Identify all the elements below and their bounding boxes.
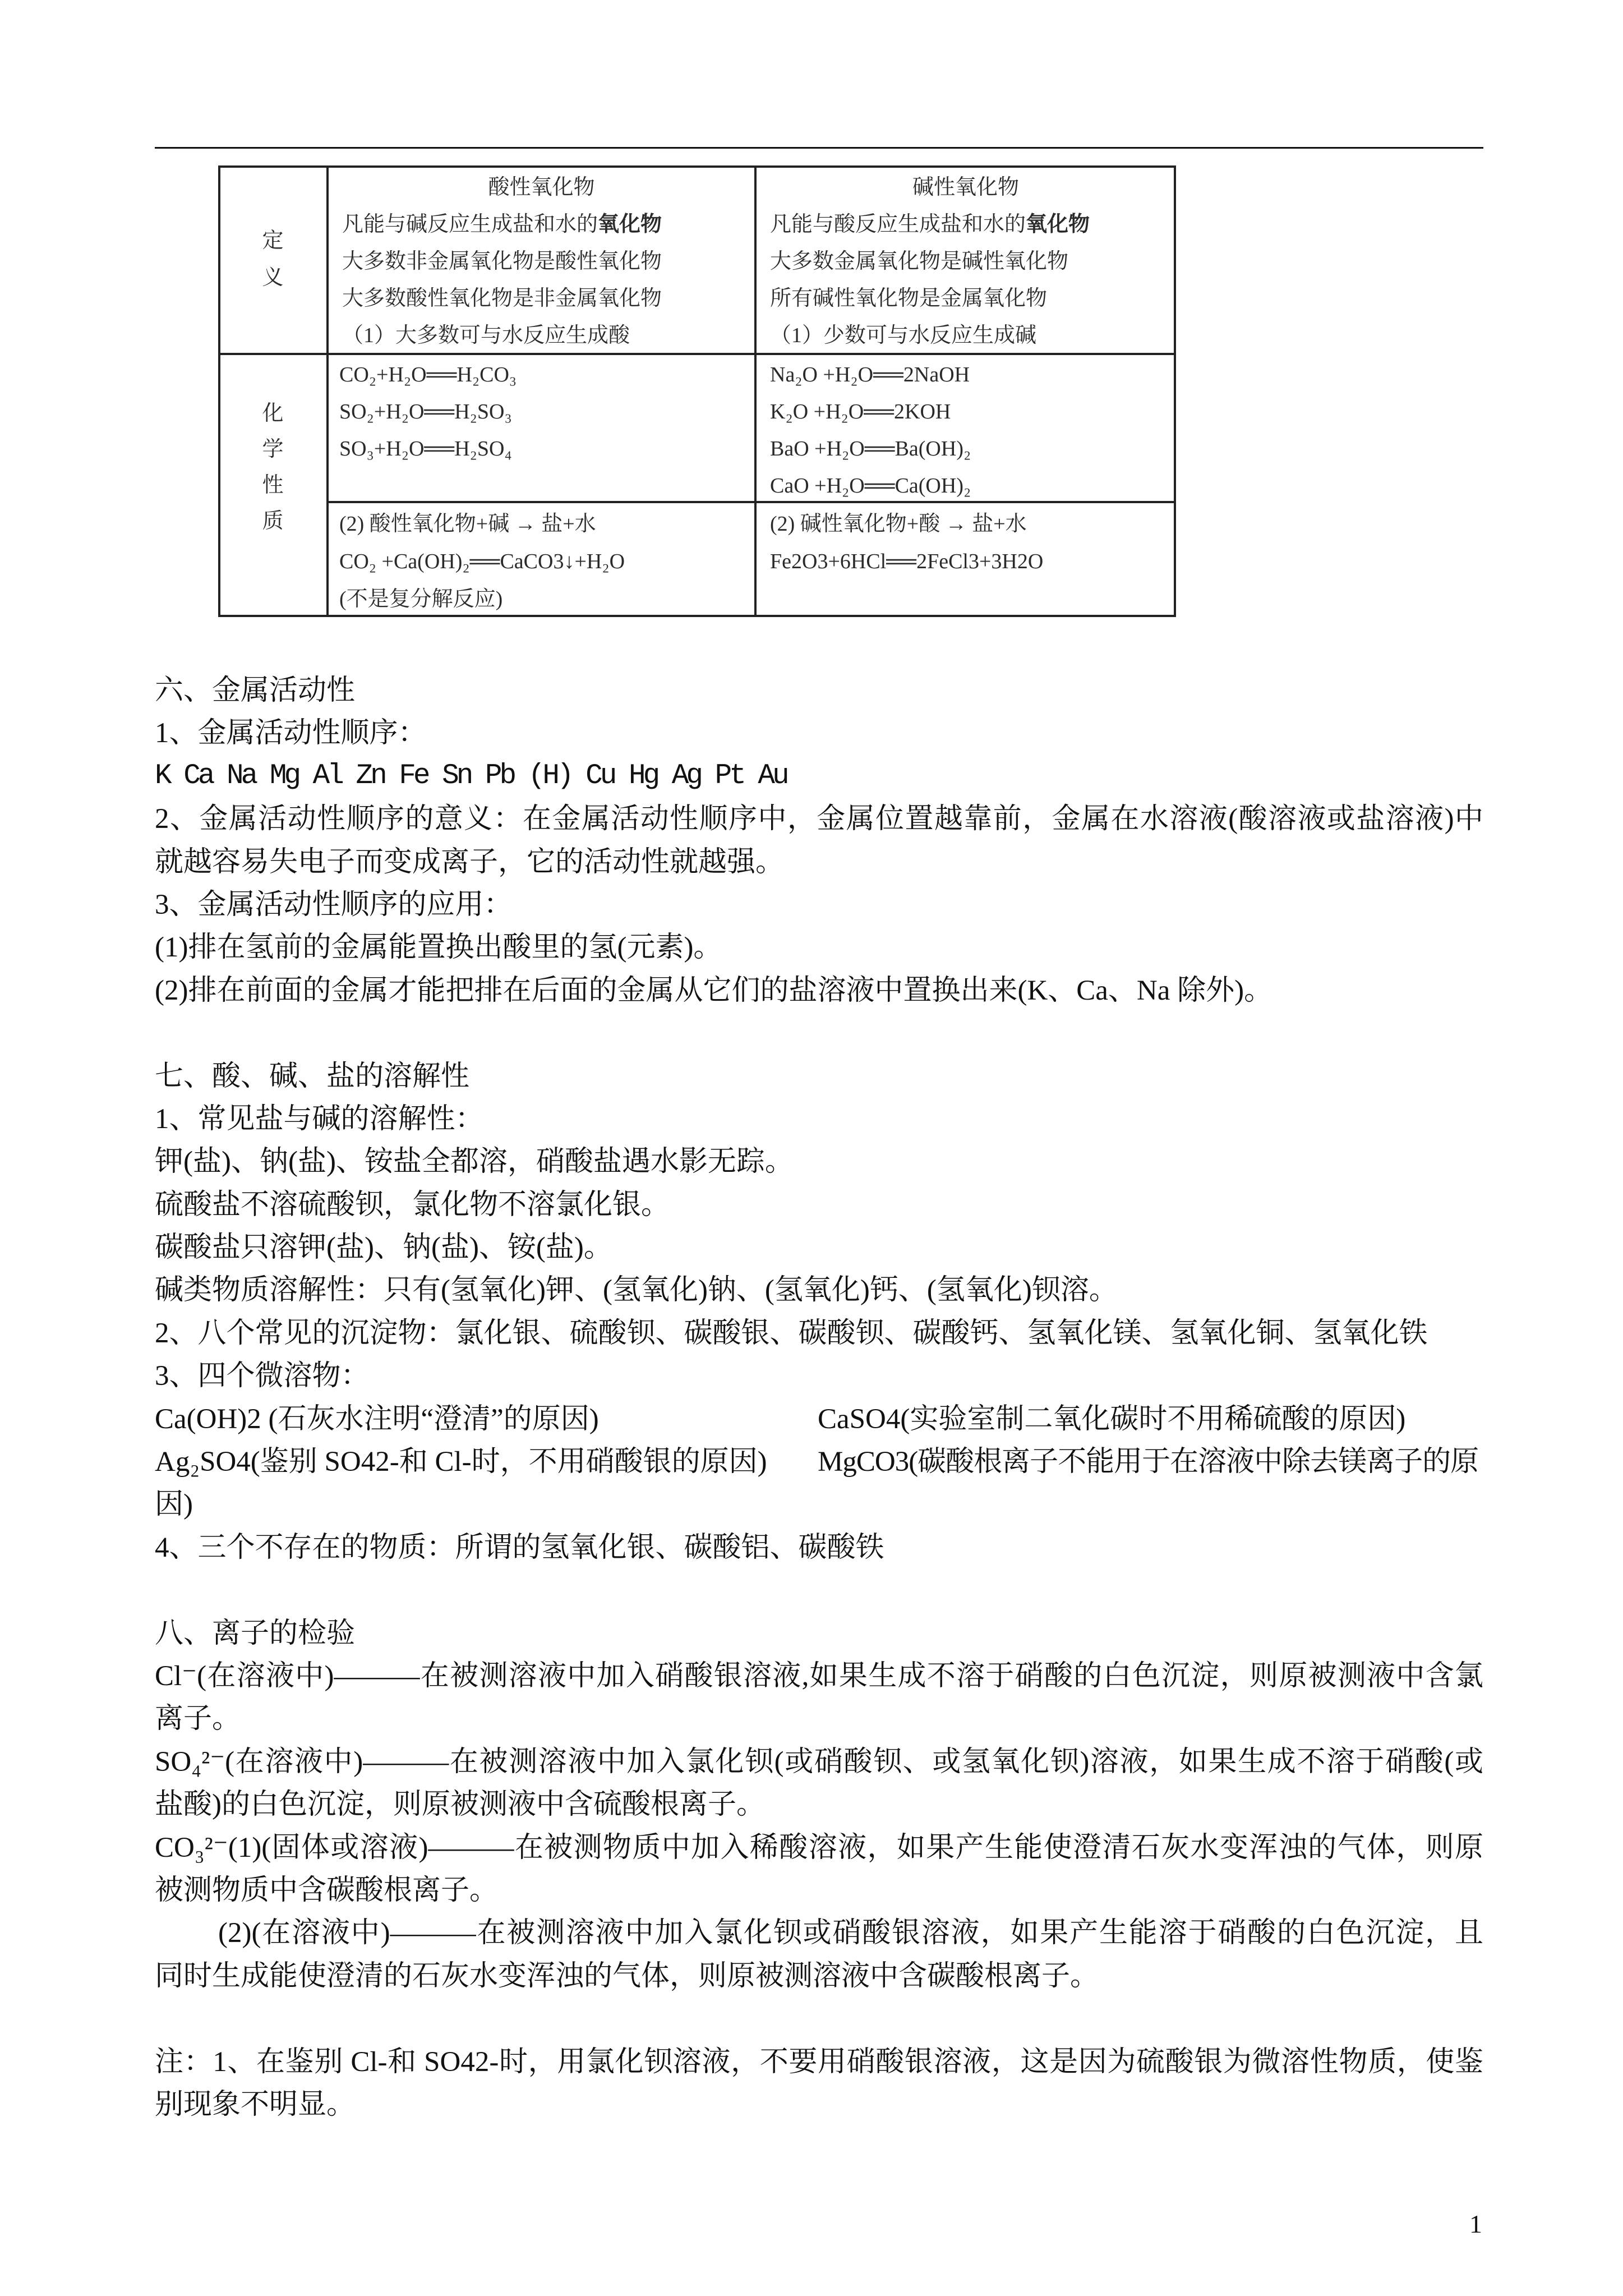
microsoluble-left: Ag₂SO4(鉴别 SO42-和 Cl-时，不用硝酸银的原因) bbox=[155, 1446, 767, 1478]
equation: CaO +H₂O══Ca(OH)₂ bbox=[770, 474, 971, 498]
text-line: 硫酸盐不溶硫酸钡，氯化物不溶氯化银。 bbox=[155, 1189, 670, 1221]
text-line: Cl⁻(在溶液中)———在被测溶液中加入硝酸银溶液,如果生成不溶于硝酸的白色沉淀，则原被测液中含氯 bbox=[155, 1660, 1483, 1692]
microsoluble-pair bbox=[155, 1398, 1483, 1441]
properties-row-label bbox=[218, 395, 328, 539]
reaction-note: (不是复分解反应) bbox=[339, 587, 503, 611]
text-line: 被测物质中含碳酸根离子。 bbox=[155, 1874, 499, 1906]
blank-line bbox=[155, 1569, 1483, 1612]
label-char: 义 bbox=[262, 266, 284, 289]
equation: CO₂+H₂O══H₂CO₃ bbox=[339, 363, 517, 386]
label-char: 学 bbox=[262, 438, 284, 461]
basic-note: 大多数金属氧化物是碱性氧化物 bbox=[770, 250, 1069, 273]
body-text bbox=[155, 669, 1483, 2126]
basic-definition-line bbox=[755, 206, 1176, 243]
text-line: SO₄²⁻(在溶液中)———在被测溶液中加入氯化钡(或硝酸钡、或氢氧化钡)溶液，如果生成不溶于硝酸(或 bbox=[155, 1746, 1483, 1778]
basic-note: （1）少数可与水反应生成碱 bbox=[770, 324, 1037, 347]
equation: SO₂+H₂O══H₂SO₃ bbox=[339, 400, 512, 424]
text-line: 3、四个微溶物： bbox=[155, 1360, 370, 1392]
acidic-base-reaction-cell bbox=[339, 505, 625, 618]
text-line: 2、金属活动性顺序的意义：在金属活动性顺序中，金属位置越靠前，金属在水溶液(酸溶液或盐溶液)中 bbox=[155, 803, 1483, 835]
text-line: 钾(盐)、钠(盐)、铵盐全都溶，硝酸盐遇水影无踪。 bbox=[155, 1146, 794, 1178]
text-line: (2)(在溶液中)———在被测溶液中加入氯化钡或硝酸银溶液，如果产生能溶于硝酸的白色沉淀，且 bbox=[218, 1917, 1483, 1949]
acidic-definition-line bbox=[328, 206, 755, 243]
acidic-note: 大多数非金属氧化物是酸性氧化物 bbox=[342, 250, 662, 273]
text-line: 离子。 bbox=[155, 1703, 241, 1735]
section-heading: 八、离子的检验 bbox=[155, 1617, 356, 1649]
acidic-note: （1）大多数可与水反应生成酸 bbox=[342, 324, 630, 347]
text-line: 1、金属活动性顺序： bbox=[155, 717, 427, 749]
acidic-definition-cell bbox=[328, 169, 755, 354]
blank-line bbox=[155, 1998, 1483, 2040]
reaction-rule: (2) 碱性氧化物+酸 → 盐+水 bbox=[770, 512, 1027, 536]
text-line: 同时生成能使澄清的石灰水变浑浊的气体，则原被测溶液中含碳酸根离子。 bbox=[155, 1960, 1099, 1992]
page-number: 1 bbox=[1469, 2210, 1482, 2238]
equation: BaO +H₂O══Ba(OH)₂ bbox=[770, 437, 971, 461]
equation: Na₂O +H₂O══2NaOH bbox=[770, 363, 970, 386]
text-line: 盐酸)的白色沉淀，则原被测液中含硫酸根离子。 bbox=[155, 1789, 765, 1821]
label-char: 定 bbox=[262, 229, 284, 252]
basic-water-reactions-cell bbox=[770, 356, 971, 504]
basic-definition-cell bbox=[755, 169, 1176, 354]
acidic-definition-emphasis: 氧化物 bbox=[598, 213, 662, 236]
basic-acid-reaction-cell bbox=[770, 505, 1043, 581]
basic-definition-text: 凡能与酸反应生成盐和水的 bbox=[770, 213, 1026, 236]
text-line: 碳酸盐只溶钾(盐)、钠(盐)、铵(盐)。 bbox=[155, 1232, 612, 1264]
acidic-water-reactions-cell bbox=[339, 356, 517, 467]
microsoluble-right: CaSO4(实验室制二氧化碳时不用稀硫酸的原因) bbox=[818, 1403, 1406, 1435]
text-line: 就越容易失电子而变成离子，它的活动性就越强。 bbox=[155, 846, 785, 878]
label-char: 质 bbox=[262, 509, 284, 533]
equation: Fe2O3+6HCl══2FeCl3+3H2O bbox=[770, 550, 1044, 573]
text-line: 碱类物质溶解性：只有(氢氧化)钾、(氢氧化)钠、(氢氧化)钙、(氢氧化)钡溶。 bbox=[155, 1274, 1118, 1306]
basic-oxide-heading: 碱性氧化物 bbox=[912, 176, 1019, 199]
acidic-definition-text: 凡能与碱反应生成盐和水的 bbox=[342, 213, 598, 236]
equation: SO₃+H₂O══H₂SO₄ bbox=[339, 437, 512, 461]
text-line: (1)排在氢前的金属能置换出酸里的氢(元素)。 bbox=[155, 932, 722, 964]
text-line: (2)排在前面的金属才能把排在后面的金属从它们的盐溶液中置换出来(K、Ca、Na 除外)。 bbox=[155, 974, 1273, 1006]
text-line: 4、三个不存在的物质：所谓的氢氧化银、碳酸铝、碳酸铁 bbox=[155, 1531, 884, 1563]
header-rule bbox=[155, 147, 1483, 149]
basic-note: 所有碱性氧化物是金属氧化物 bbox=[770, 287, 1048, 310]
note-line: 注：1、在鉴别 Cl-和 SO42-时，用氯化钡溶液，不要用硝酸银溶液，这是因为硫酸银为微溶性物质，使鉴 bbox=[155, 2046, 1483, 2078]
reaction-rule: (2) 酸性氧化物+碱 → 盐+水 bbox=[339, 512, 596, 536]
acidic-note: 大多数酸性氧化物是非金属氧化物 bbox=[342, 287, 662, 310]
acidic-oxide-heading: 酸性氧化物 bbox=[488, 176, 595, 199]
microsoluble-left: Ca(OH)2 (石灰水注明“澄清”的原因) bbox=[155, 1403, 599, 1435]
basic-definition-emphasis: 氧化物 bbox=[1026, 213, 1090, 236]
text-line: 因) bbox=[155, 1489, 193, 1521]
microsoluble-pair bbox=[155, 1441, 1483, 1483]
blank-line bbox=[155, 1012, 1483, 1055]
section-heading: 六、金属活动性 bbox=[155, 675, 356, 706]
text-line: 2、八个常见的沉淀物：氯化银、硫酸钡、碳酸银、碳酸钡、碳酸钙、氢氧化镁、氢氧化铜、氢氧化铁 bbox=[155, 1317, 1428, 1349]
label-char: 化 bbox=[262, 402, 284, 425]
equation: CO₂ +Ca(OH)₂══CaCO3↓+H₂O bbox=[339, 550, 625, 573]
metal-activity-series: K Ca Na Mg Al Zn Fe Sn Pb (H) Cu Hg Ag Pt Au bbox=[155, 760, 787, 792]
text-line: 1、常见盐与碱的溶解性： bbox=[155, 1103, 484, 1135]
definition-row-label bbox=[218, 222, 328, 296]
label-char: 性 bbox=[262, 473, 284, 497]
note-line: 别现象不明显。 bbox=[155, 2088, 356, 2120]
equation: K₂O +H₂O══2KOH bbox=[770, 400, 951, 424]
text-line: 3、金属活动性顺序的应用： bbox=[155, 889, 513, 921]
microsoluble-right: MgCO3(碳酸根离子不能用于在溶液中除去镁离子的原 bbox=[818, 1446, 1479, 1478]
text-line: CO₃²⁻(1)(固体或溶液)———在被测物质中加入稀酸溶液，如果产生能使澄清石灰水变浑浊的气体，则原 bbox=[155, 1832, 1483, 1864]
section-heading: 七、酸、碱、盐的溶解性 bbox=[155, 1060, 470, 1092]
table-row-divider bbox=[328, 501, 1176, 503]
